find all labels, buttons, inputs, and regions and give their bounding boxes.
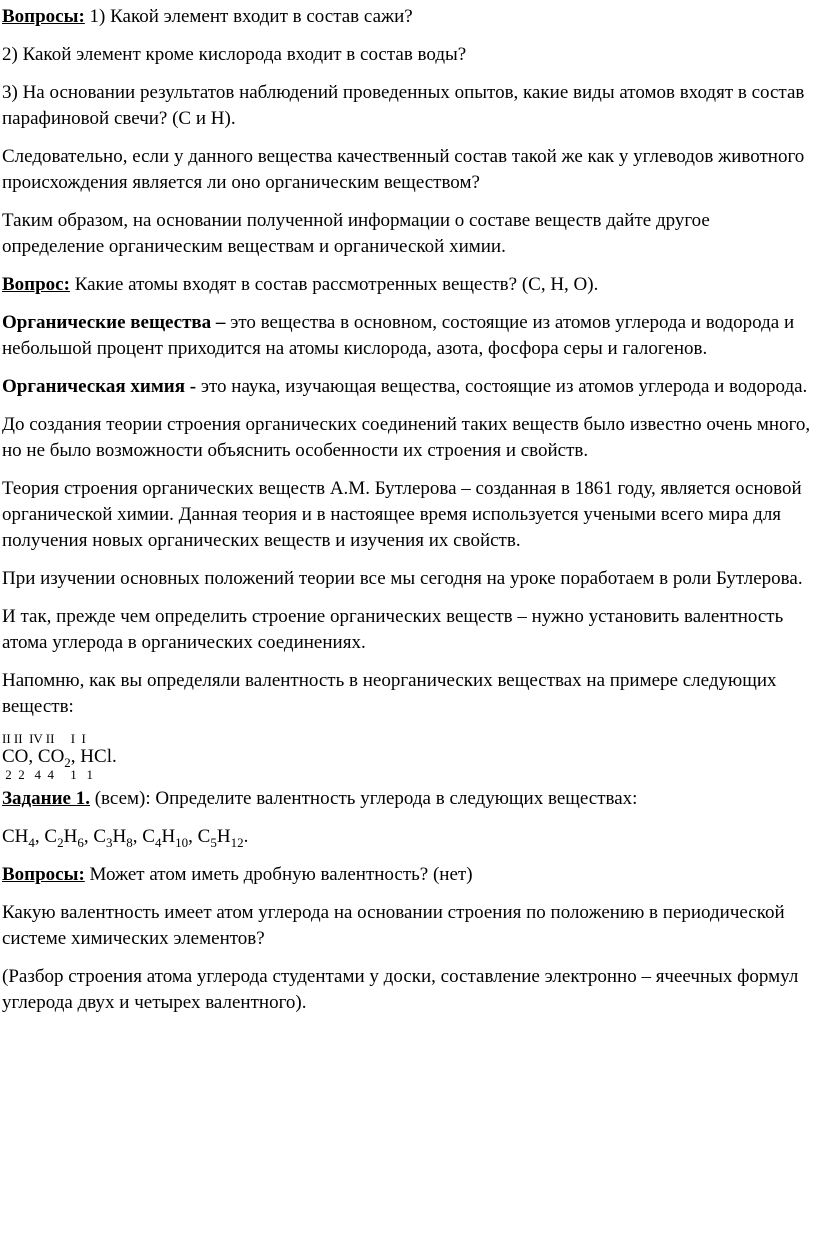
valence-top-row: II II IV II I I [2, 731, 86, 746]
paragraph-before-theory: До создания теории строения органических соединений таких веществ было известно очень много, но не было возможности объяснить особенности их строения и свойств. [2, 414, 811, 461]
definition-term: Органические вещества – [2, 312, 226, 333]
question-3: 3) На основании результатов наблюдений проведенных опытов, какие виды атомов входят в состав парафиновой свечи? (С и Н). [2, 82, 805, 129]
definition-organic-chemistry: Органическая химия - это наука, изучающая вещества, состоящие из атомов углерода и водорода. [2, 376, 808, 397]
paragraph-which-valence: Какую валентность имеет атом углерода на основании строения по положению в периодической системе химических элементов? [2, 902, 785, 949]
question-label: Вопрос: [2, 274, 70, 295]
paragraph-consequently: Следовательно, если у данного вещества качественный состав такой же как у углеводов животного происхождения является ли оно органическим веществом? [2, 146, 805, 193]
task-1: Задание 1. (всем): Определите валентность углерода в следующих веществах: [2, 788, 638, 809]
questions-label: Вопросы: [2, 6, 85, 27]
paragraph-valence-intro: И так, прежде чем определить строение органических веществ – нужно установить валентность атома углерода в органических соединениях. [2, 606, 784, 653]
question-2: 2) Какой элемент кроме кислорода входит в состав воды? [2, 44, 467, 65]
question-fractional-valence: Вопросы: Может атом иметь дробную валентность? (нет) [2, 864, 473, 885]
paragraph-analysis: (Разбор строения атома углерода студентами у доски, составление электронно – ячеечных формул углерода двух и четырех валентного). [2, 966, 799, 1013]
definition-term: Органическая химия - [2, 376, 197, 397]
question-atoms: Вопрос: Какие атомы входят в состав рассмотренных веществ? (С, Н, О). [2, 274, 599, 295]
paragraph-remind: Напомню, как вы определяли валентность в неорганических веществах на примере следующих веществ: [2, 670, 777, 717]
valence-example [2, 732, 812, 782]
paragraph-thus: Таким образом, на основании полученной информации о составе веществ дайте другое определение органическим веществам и органической химии. [2, 210, 710, 257]
paragraph-butlerov-theory: Теория строения органических веществ А.М. Бутлерова – созданная в 1861 году, является основой органической химии. Данная теория и в настоящее время используется учеными всего мира для получения новых органических веществ и изучения их свойств. [2, 478, 802, 551]
questions-label: Вопросы: [2, 864, 85, 885]
formula-co-hcl: CO, $CO_2$, HCl. [2, 746, 117, 770]
question-1: Вопросы: 1) Какой элемент входит в состав сажи? [2, 6, 413, 27]
hydrocarbon-formulas: $CH_4$, $C_2H_6$, $C_3H_8$, $C_4H_{10}$, $C_5H_{12}$. [2, 826, 249, 850]
paragraph-study: При изучении основных положений теории все мы сегодня на уроке поработаем в роли Бутлерова. [2, 568, 803, 589]
task-label: Задание 1. [2, 788, 90, 809]
valence-bottom-row: 2 2 4 4 1 1 [2, 767, 93, 782]
definition-organic-substances: Органические вещества – это вещества в основном, состоящие из атомов углерода и водорода и небольшой процент приходится на атомы кислорода, азота, фосфора серы и галогенов. [2, 312, 795, 359]
